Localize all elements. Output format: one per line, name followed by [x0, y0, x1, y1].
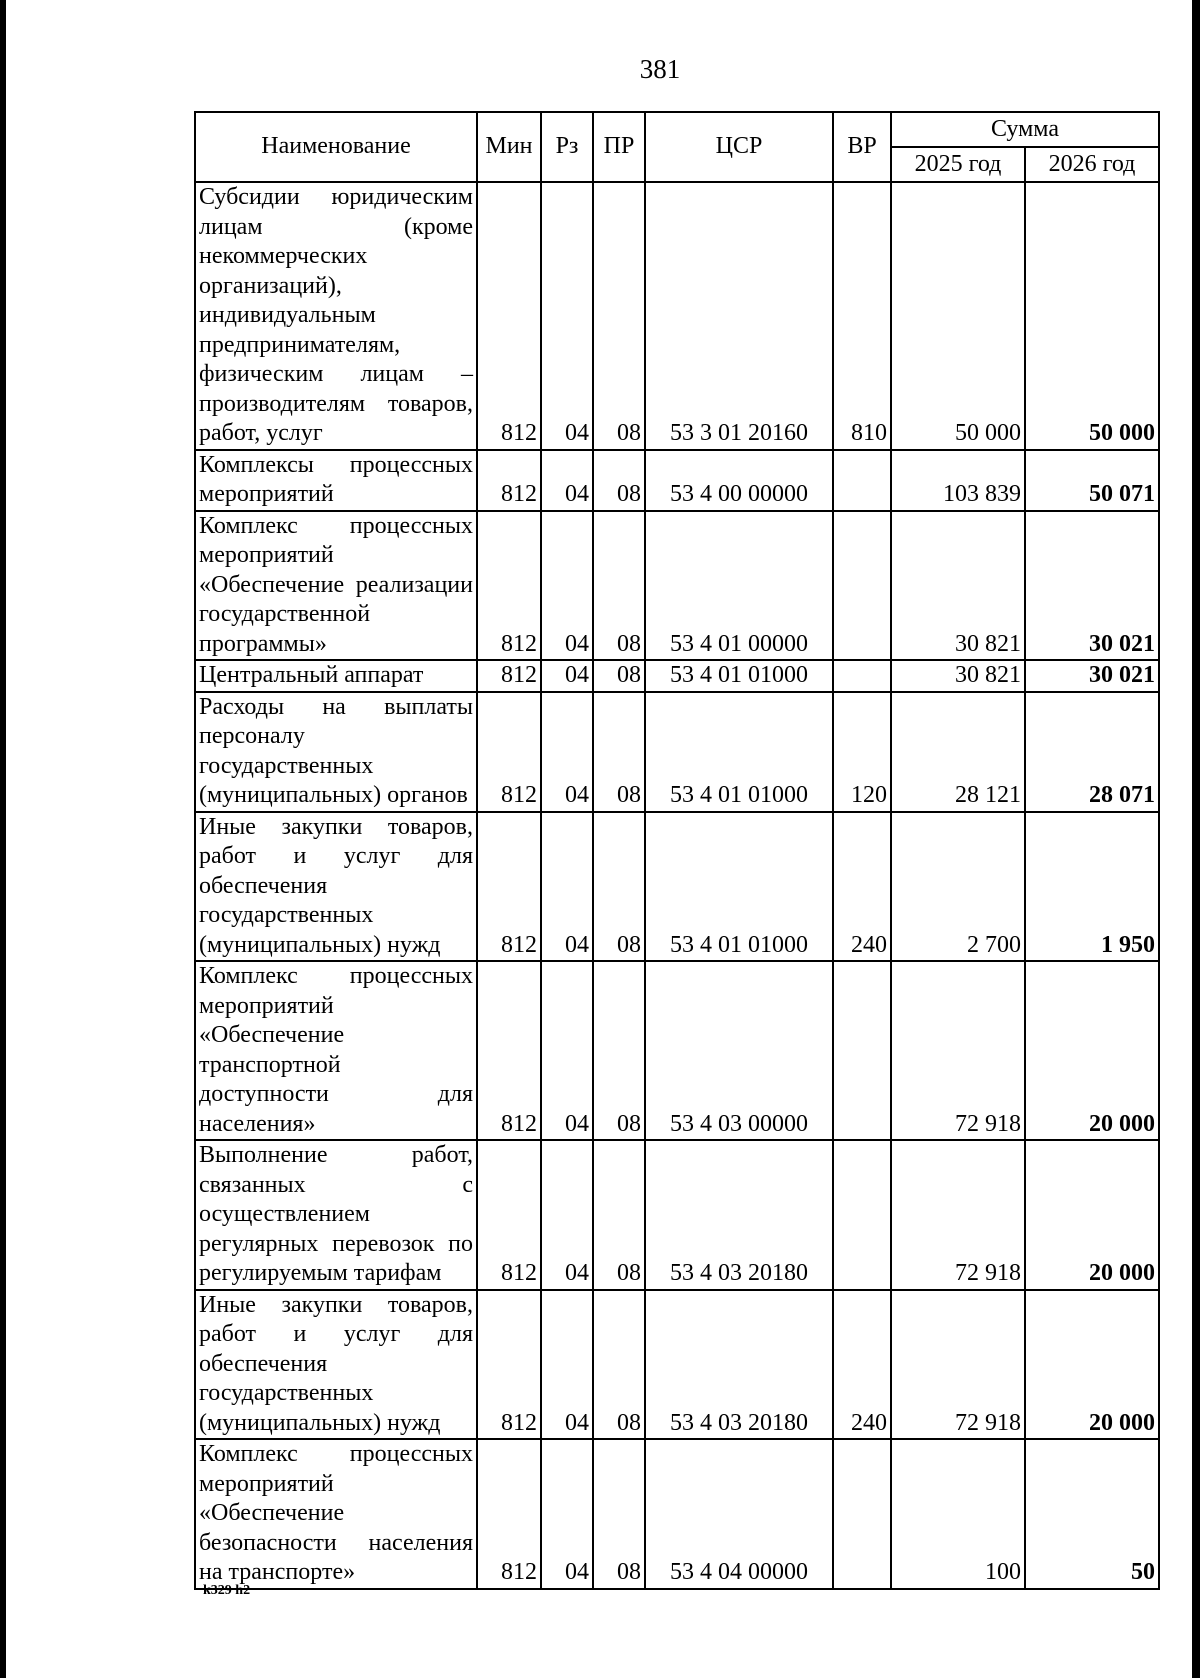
cell-pr: 08: [593, 450, 645, 511]
cell-2026: 50 000: [1025, 182, 1159, 450]
cell-min: 812: [477, 692, 541, 812]
cell-pr: 08: [593, 511, 645, 661]
cell-2025: 100: [891, 1439, 1025, 1589]
cell-csr: 53 3 01 20160: [645, 182, 833, 450]
cell-csr: 53 4 01 01000: [645, 660, 833, 692]
cell-min: 812: [477, 812, 541, 962]
cell-csr: 53 4 00 00000: [645, 450, 833, 511]
header-min: Мин: [477, 112, 541, 182]
table-row: [195, 1140, 1159, 1290]
cell-vr: 240: [833, 812, 891, 962]
page-number: 381: [639, 54, 681, 84]
header-pr: ПР: [593, 112, 645, 182]
cell-2026: 20 000: [1025, 1290, 1159, 1440]
table-row: [195, 511, 1159, 661]
cell-vr: [833, 961, 891, 1140]
cell-vr: 120: [833, 692, 891, 812]
header-name: Наименование: [195, 112, 477, 182]
cell-2025: 30 821: [891, 511, 1025, 661]
cell-name: Иные закупки товаров, работ и услуг для обеспечения государственных (муниципальных) нужд: [195, 1290, 477, 1440]
cell-2025: 103 839: [891, 450, 1025, 511]
cell-pr: 08: [593, 182, 645, 450]
cell-2025: 72 918: [891, 1140, 1025, 1290]
cell-2026: 30 021: [1025, 660, 1159, 692]
table-row: [195, 1290, 1159, 1440]
cell-name: Центральный аппарат: [195, 660, 477, 692]
cell-pr: 08: [593, 660, 645, 692]
cell-min: 812: [477, 961, 541, 1140]
cell-min: 812: [477, 450, 541, 511]
cell-name: Иные закупки товаров, работ и услуг для обеспечения государственных (муниципальных) нужд: [195, 812, 477, 962]
cell-name: Комплексы процессных мероприятий: [195, 450, 477, 511]
cell-2025: 72 918: [891, 1290, 1025, 1440]
cell-csr: 53 4 01 01000: [645, 692, 833, 812]
table-row: [195, 692, 1159, 812]
table-row: [195, 961, 1159, 1140]
cell-vr: [833, 1140, 891, 1290]
cell-min: 812: [477, 511, 541, 661]
cell-rz: 04: [541, 182, 593, 450]
cell-rz: 04: [541, 1439, 593, 1589]
cell-2025: 2 700: [891, 812, 1025, 962]
cell-csr: 53 4 01 01000: [645, 812, 833, 962]
cell-rz: 04: [541, 511, 593, 661]
cell-name: Комплекс процессных мероприятий «Обеспечение транспортной доступности для населения»: [195, 961, 477, 1140]
header-rz: Рз: [541, 112, 593, 182]
cell-vr: 810: [833, 182, 891, 450]
cell-min: 812: [477, 660, 541, 692]
cell-rz: 04: [541, 1290, 593, 1440]
cell-vr: [833, 660, 891, 692]
header-vr: ВР: [833, 112, 891, 182]
cell-rz: 04: [541, 692, 593, 812]
footer-code: k329 h2: [203, 1583, 251, 1598]
cell-rz: 04: [541, 812, 593, 962]
cell-pr: 08: [593, 961, 645, 1140]
cell-rz: 04: [541, 1140, 593, 1290]
cell-2026: 50 071: [1025, 450, 1159, 511]
cell-2025: 50 000: [891, 182, 1025, 450]
cell-vr: 240: [833, 1290, 891, 1440]
cell-vr: [833, 1439, 891, 1589]
cell-pr: 08: [593, 1290, 645, 1440]
header-year-2025: 2025 год: [891, 147, 1025, 182]
budget-table: [194, 111, 1160, 1590]
cell-name: Комплекс процессных мероприятий «Обеспечение безопасности населения на транспорте»: [195, 1439, 477, 1589]
cell-name: Комплекс процессных мероприятий «Обеспечение реализации государственной программы»: [195, 511, 477, 661]
header-sum: Сумма: [891, 112, 1159, 147]
scan-left-edge: [0, 0, 6, 1678]
header-year-2026: 2026 год: [1025, 147, 1159, 182]
cell-min: 812: [477, 1439, 541, 1589]
cell-2026: 20 000: [1025, 961, 1159, 1140]
cell-2026: 28 071: [1025, 692, 1159, 812]
cell-2026: 20 000: [1025, 1140, 1159, 1290]
cell-csr: 53 4 03 20180: [645, 1140, 833, 1290]
cell-csr: 53 4 04 00000: [645, 1439, 833, 1589]
header-csr: ЦСР: [645, 112, 833, 182]
table-body: [195, 182, 1159, 1589]
cell-rz: 04: [541, 660, 593, 692]
table-row: [195, 450, 1159, 511]
cell-2026: 30 021: [1025, 511, 1159, 661]
cell-rz: 04: [541, 961, 593, 1140]
cell-2025: 28 121: [891, 692, 1025, 812]
cell-2025: 72 918: [891, 961, 1025, 1140]
cell-name: Субсидии юридическим лицам (кроме некоммерческих организаций), индивидуальным предпринимателям, физическим лицам – производителям товаров, работ, услуг: [195, 182, 477, 450]
table-row: [195, 660, 1159, 692]
cell-csr: 53 4 03 20180: [645, 1290, 833, 1440]
cell-pr: 08: [593, 1439, 645, 1589]
cell-2025: 30 821: [891, 660, 1025, 692]
cell-csr: 53 4 01 00000: [645, 511, 833, 661]
cell-vr: [833, 511, 891, 661]
cell-2026: 1 950: [1025, 812, 1159, 962]
cell-pr: 08: [593, 692, 645, 812]
cell-vr: [833, 450, 891, 511]
cell-2026: 50: [1025, 1439, 1159, 1589]
cell-csr: 53 4 03 00000: [645, 961, 833, 1140]
cell-min: 812: [477, 1290, 541, 1440]
cell-name: Расходы на выплаты персоналу государственных (муниципальных) органов: [195, 692, 477, 812]
cell-pr: 08: [593, 812, 645, 962]
cell-min: 812: [477, 182, 541, 450]
cell-min: 812: [477, 1140, 541, 1290]
cell-name: Выполнение работ, связанных с осуществлением регулярных перевозок по регулируемым тарифам: [195, 1140, 477, 1290]
cell-pr: 08: [593, 1140, 645, 1290]
cell-rz: 04: [541, 450, 593, 511]
table-row: [195, 182, 1159, 450]
table-row: [195, 812, 1159, 962]
scan-right-edge: [1192, 0, 1200, 1678]
table-row: [195, 1439, 1159, 1589]
